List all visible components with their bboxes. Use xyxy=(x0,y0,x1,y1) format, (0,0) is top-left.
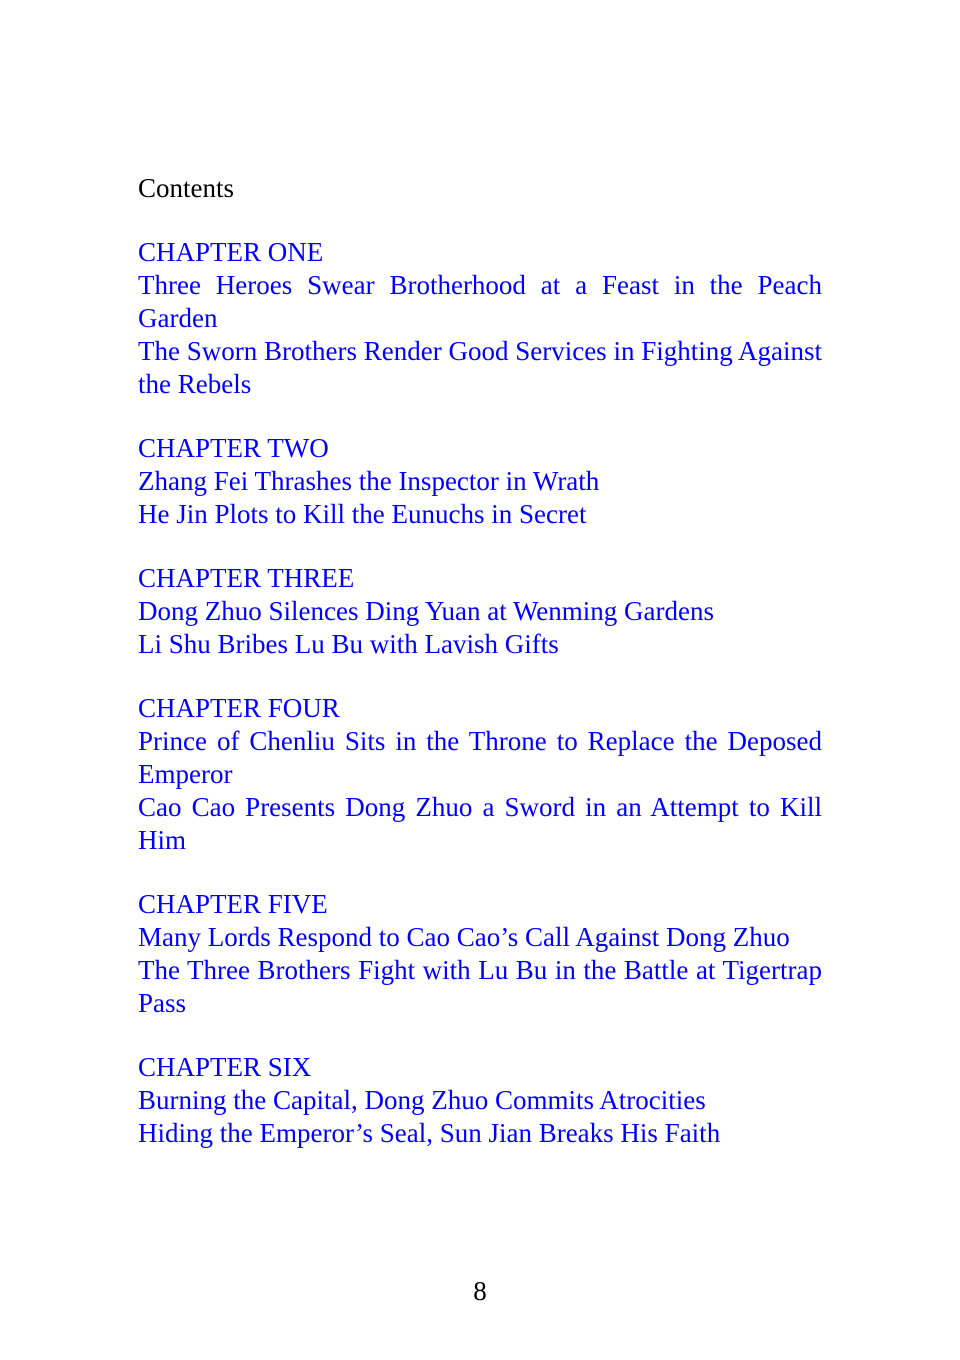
chapter-block-6 xyxy=(138,1051,822,1150)
chapter-title-link[interactable]: CHAPTER TWO xyxy=(138,433,329,463)
chapter-entry-link[interactable]: Li Shu Bribes Lu Bu with Lavish Gifts xyxy=(138,629,559,659)
chapter-block-2 xyxy=(138,432,822,531)
chapter-entry-link[interactable]: Burning the Capital, Dong Zhuo Commits Atrocities xyxy=(138,1085,706,1115)
chapter-title-link[interactable]: CHAPTER SIX xyxy=(138,1052,312,1082)
chapter-block-4 xyxy=(138,692,822,857)
table-of-contents xyxy=(138,172,822,1181)
chapter-entry-link[interactable]: Hiding the Emperor’s Seal, Sun Jian Breaks His Faith xyxy=(138,1118,721,1148)
page-number: 8 xyxy=(473,1276,487,1306)
chapter-block-3 xyxy=(138,562,822,661)
chapter-entry-link[interactable]: Many Lords Respond to Cao Cao’s Call Against Dong Zhuo xyxy=(138,922,790,952)
chapter-entry-link[interactable]: Dong Zhuo Silences Ding Yuan at Wenming Gardens xyxy=(138,596,714,626)
chapter-title-link[interactable]: CHAPTER THREE xyxy=(138,563,355,593)
chapter-entry-link[interactable]: Cao Cao Presents Dong Zhuo a Sword in an Attempt to Kill Him xyxy=(138,792,822,855)
chapter-entry-link[interactable]: Zhang Fei Thrashes the Inspector in Wrath xyxy=(138,466,600,496)
chapter-entry-link[interactable]: Prince of Chenliu Sits in the Throne to Replace the Deposed Emperor xyxy=(138,726,822,789)
chapter-title-link[interactable]: CHAPTER FOUR xyxy=(138,693,340,723)
chapter-entry-link[interactable]: The Sworn Brothers Render Good Services in Fighting Against the Rebels xyxy=(138,336,822,399)
chapter-entry-link[interactable]: The Three Brothers Fight with Lu Bu in the Battle at Tigertrap Pass xyxy=(138,955,822,1018)
chapter-block-1 xyxy=(138,236,822,401)
chapter-entry-link[interactable]: He Jin Plots to Kill the Eunuchs in Secret xyxy=(138,499,587,529)
chapter-title-link[interactable]: CHAPTER ONE xyxy=(138,237,324,267)
chapter-block-5 xyxy=(138,888,822,1020)
contents-heading: Contents xyxy=(138,173,235,203)
chapter-entry-link[interactable]: Three Heroes Swear Brotherhood at a Feast in the Peach Garden xyxy=(138,270,822,333)
chapter-title-link[interactable]: CHAPTER FIVE xyxy=(138,889,328,919)
